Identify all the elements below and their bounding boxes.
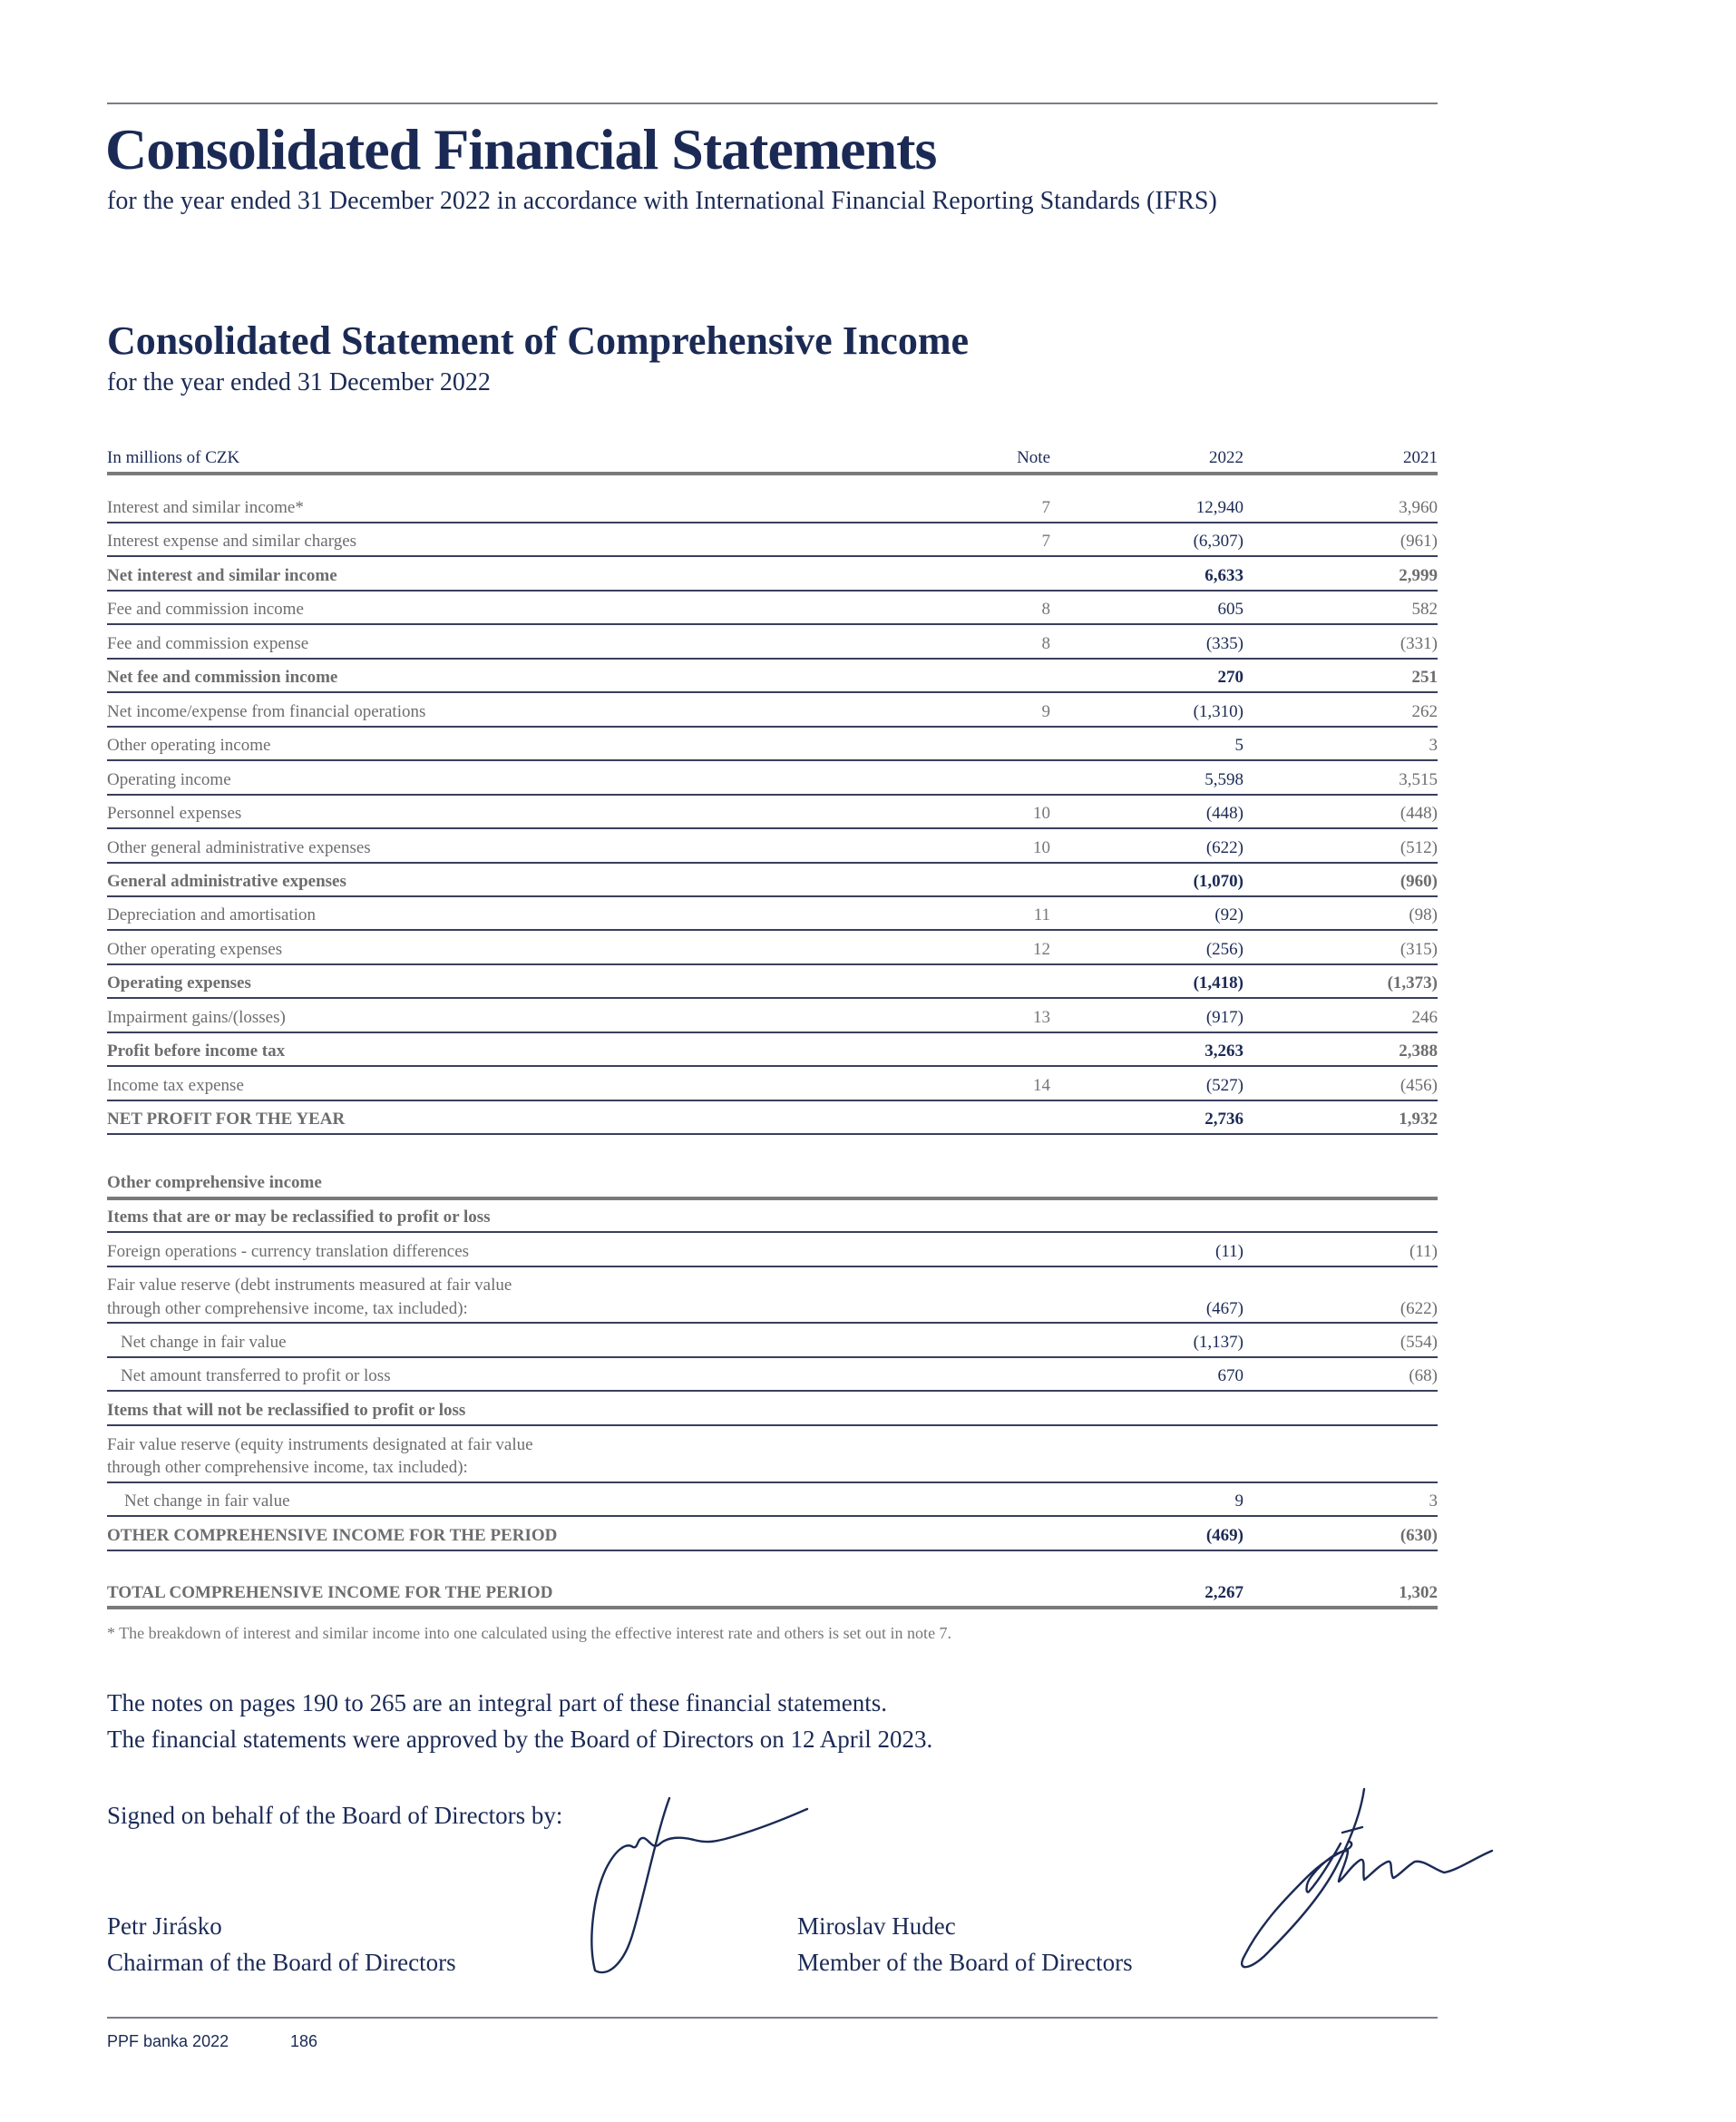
value-2021: 3 — [1429, 1491, 1438, 1511]
row-label: Net fee and commission income — [107, 668, 338, 687]
row-label-line2: through other comprehensive income, tax included): — [107, 1299, 468, 1318]
column-header-2021: 2021 — [1403, 448, 1438, 467]
value-2021: (622) — [1400, 1299, 1438, 1318]
note-ref: 10 — [1033, 804, 1050, 823]
row-label: OTHER COMPREHENSIVE INCOME FOR THE PERIOD — [107, 1526, 558, 1545]
note-ref: 10 — [1033, 838, 1050, 857]
value-2021: (961) — [1400, 532, 1438, 551]
footnote: * The breakdown of interest and similar income into one calculated using the effective interest rate and others is set out in note 7. — [107, 1624, 952, 1642]
row-label: Operating income — [107, 770, 231, 789]
reclass-heading: Items that are or may be reclassified to profit or loss — [107, 1208, 491, 1227]
row-divider — [107, 1133, 1438, 1135]
value-2022: (527) — [1205, 1076, 1243, 1095]
row-label: Interest expense and similar charges — [107, 532, 357, 551]
value-2022: (917) — [1205, 1008, 1243, 1027]
column-header-2022: 2022 — [1209, 448, 1243, 467]
row-divider — [107, 1322, 1438, 1324]
row-divider — [107, 929, 1438, 931]
value-2021: (331) — [1400, 634, 1438, 653]
total-divider — [107, 1606, 1438, 1609]
row-divider — [107, 1424, 1438, 1426]
row-label: TOTAL COMPREHENSIVE INCOME FOR THE PERIOD — [107, 1583, 553, 1602]
header-divider — [107, 472, 1438, 475]
value-2021: 246 — [1411, 1008, 1438, 1027]
note-ref: 8 — [1041, 600, 1050, 619]
value-2022: (256) — [1205, 940, 1243, 959]
row-divider — [107, 1100, 1438, 1101]
value-2022: 5 — [1234, 736, 1243, 755]
row-label: Impairment gains/(losses) — [107, 1008, 286, 1027]
value-2021: (630) — [1400, 1526, 1438, 1545]
section-subtitle: for the year ended 31 December 2022 — [107, 368, 491, 396]
row-label: Personnel expenses — [107, 804, 242, 823]
row-divider — [107, 862, 1438, 864]
signature-1-icon — [580, 1787, 834, 1996]
row-divider — [107, 1231, 1438, 1233]
no-reclass-heading: Items that will not be reclassified to profit or loss — [107, 1401, 466, 1420]
section-title: Consolidated Statement of Comprehensive Income — [107, 318, 970, 363]
footer-publication: PPF banka 2022 — [107, 2032, 229, 2050]
row-divider — [107, 759, 1438, 761]
note-ref: 12 — [1033, 940, 1050, 959]
value-2022: 605 — [1217, 600, 1243, 619]
value-2022: (469) — [1205, 1526, 1243, 1545]
notes-statement: The notes on pages 190 to 265 are an integral part of these financial statements. — [107, 1689, 887, 1716]
row-divider — [107, 1032, 1438, 1033]
row-label: Fee and commission expense — [107, 634, 309, 653]
value-2022: 2,736 — [1204, 1110, 1243, 1129]
row-label: Fee and commission income — [107, 600, 304, 619]
signature-2-icon — [1234, 1778, 1506, 1987]
row-label: Foreign operations - currency translation differences — [107, 1242, 470, 1261]
value-2021: 3,515 — [1399, 770, 1438, 789]
row-divider — [107, 827, 1438, 829]
value-2021: (315) — [1400, 940, 1438, 959]
row-divider — [107, 691, 1438, 693]
value-2021: 2,388 — [1399, 1041, 1438, 1061]
value-2021: 2,999 — [1399, 566, 1438, 585]
signer1-role: Chairman of the Board of Directors — [107, 1949, 456, 1976]
row-label: Income tax expense — [107, 1076, 244, 1095]
value-2021: (512) — [1400, 838, 1438, 857]
note-ref: 8 — [1041, 634, 1050, 653]
value-2021: (98) — [1409, 905, 1438, 924]
value-2021: (456) — [1400, 1076, 1438, 1095]
row-divider — [107, 726, 1438, 728]
row-label: Net income/expense from financial operations — [107, 702, 426, 721]
row-divider — [107, 1390, 1438, 1392]
value-2021: 582 — [1411, 600, 1438, 619]
row-divider — [107, 590, 1438, 592]
row-label: Net change in fair value — [121, 1333, 287, 1352]
row-label: Net amount transferred to profit or loss — [121, 1366, 391, 1385]
value-2022: (622) — [1205, 838, 1243, 857]
signer2-name: Miroslav Hudec — [797, 1912, 956, 1940]
value-2022: 2,267 — [1204, 1583, 1243, 1602]
value-2022: 6,633 — [1204, 566, 1243, 585]
row-label: Other operating expenses — [107, 940, 283, 959]
row-divider — [107, 997, 1438, 999]
value-2022: (92) — [1214, 905, 1243, 924]
value-2021: (1,373) — [1387, 973, 1438, 993]
value-2022: (467) — [1205, 1299, 1243, 1318]
footer-divider — [107, 2017, 1438, 2019]
value-2021: (11) — [1409, 1242, 1438, 1261]
note-ref: 11 — [1033, 905, 1050, 924]
value-2022: (448) — [1205, 804, 1243, 823]
page-title: Consolidated Financial Statements — [105, 117, 937, 181]
footer-page-number: 186 — [290, 2032, 318, 2050]
row-label: Other operating income — [107, 736, 271, 755]
value-2022: (335) — [1205, 634, 1243, 653]
oci-heading-divider — [107, 1197, 1438, 1200]
value-2022: 9 — [1234, 1491, 1243, 1511]
value-2022: (1,137) — [1193, 1333, 1243, 1352]
value-2021: 1,302 — [1399, 1583, 1438, 1602]
row-label: Interest and similar income* — [107, 498, 304, 517]
row-label-line2: through other comprehensive income, tax included): — [107, 1458, 468, 1477]
row-divider — [107, 895, 1438, 897]
row-divider — [107, 555, 1438, 557]
value-2021: (554) — [1400, 1333, 1438, 1352]
row-divider — [107, 963, 1438, 965]
value-2021: 262 — [1411, 702, 1438, 721]
row-divider — [107, 1515, 1438, 1517]
signer1-name: Petr Jirásko — [107, 1912, 222, 1940]
value-2021: 251 — [1411, 668, 1438, 687]
signer2-role: Member of the Board of Directors — [797, 1949, 1133, 1976]
value-2021: (448) — [1400, 804, 1438, 823]
value-2021: 3,960 — [1399, 498, 1438, 517]
approval-statement: The financial statements were approved by the Board of Directors on 12 April 2023. — [107, 1726, 933, 1753]
row-divider — [107, 794, 1438, 796]
row-label: Net interest and similar income — [107, 566, 337, 585]
value-2022: (11) — [1215, 1242, 1243, 1261]
row-divider — [107, 1266, 1438, 1267]
row-label-line1: Fair value reserve (debt instruments measured at fair value — [107, 1276, 512, 1295]
row-divider — [107, 1356, 1438, 1358]
note-ref: 7 — [1041, 498, 1050, 517]
value-2022: (1,310) — [1193, 702, 1243, 721]
row-divider — [107, 1550, 1438, 1551]
value-2021: (68) — [1409, 1366, 1438, 1385]
row-divider — [107, 1481, 1438, 1483]
row-divider — [107, 623, 1438, 625]
row-label: Depreciation and amortisation — [107, 905, 317, 924]
value-2021: (960) — [1400, 872, 1438, 891]
value-2022: 270 — [1217, 668, 1243, 687]
value-2022: (1,070) — [1193, 872, 1243, 891]
row-label-line1: Fair value reserve (equity instruments designated at fair value — [107, 1435, 533, 1454]
row-label: Operating expenses — [107, 973, 251, 993]
row-label: General administrative expenses — [107, 872, 346, 891]
note-ref: 9 — [1041, 702, 1050, 721]
row-label: NET PROFIT FOR THE YEAR — [107, 1110, 346, 1129]
value-2022: 3,263 — [1204, 1041, 1243, 1061]
value-2022: 5,598 — [1204, 770, 1243, 789]
oci-heading: Other comprehensive income — [107, 1173, 322, 1192]
column-header-label: In millions of CZK — [107, 448, 240, 467]
value-2022: (1,418) — [1193, 973, 1243, 993]
row-label: Profit before income tax — [107, 1041, 286, 1061]
row-divider — [107, 522, 1438, 523]
top-divider — [107, 103, 1438, 104]
page-subtitle: for the year ended 31 December 2022 in accordance with International Financial Reporting Standards (IFRS) — [107, 187, 1217, 215]
row-label: Net change in fair value — [124, 1491, 290, 1511]
row-label: Other general administrative expenses — [107, 838, 371, 857]
value-2021: 1,932 — [1399, 1110, 1438, 1129]
note-ref: 13 — [1033, 1008, 1050, 1027]
row-divider — [107, 658, 1438, 660]
signed-on-behalf: Signed on behalf of the Board of Directors by: — [107, 1802, 563, 1829]
value-2022: 12,940 — [1195, 498, 1243, 517]
note-ref: 7 — [1041, 532, 1050, 551]
value-2022: (6,307) — [1193, 532, 1243, 551]
note-ref: 14 — [1033, 1076, 1050, 1095]
value-2021: 3 — [1429, 736, 1438, 755]
row-divider — [107, 1065, 1438, 1067]
value-2022: 670 — [1217, 1366, 1243, 1385]
column-header-note: Note — [1017, 448, 1050, 467]
